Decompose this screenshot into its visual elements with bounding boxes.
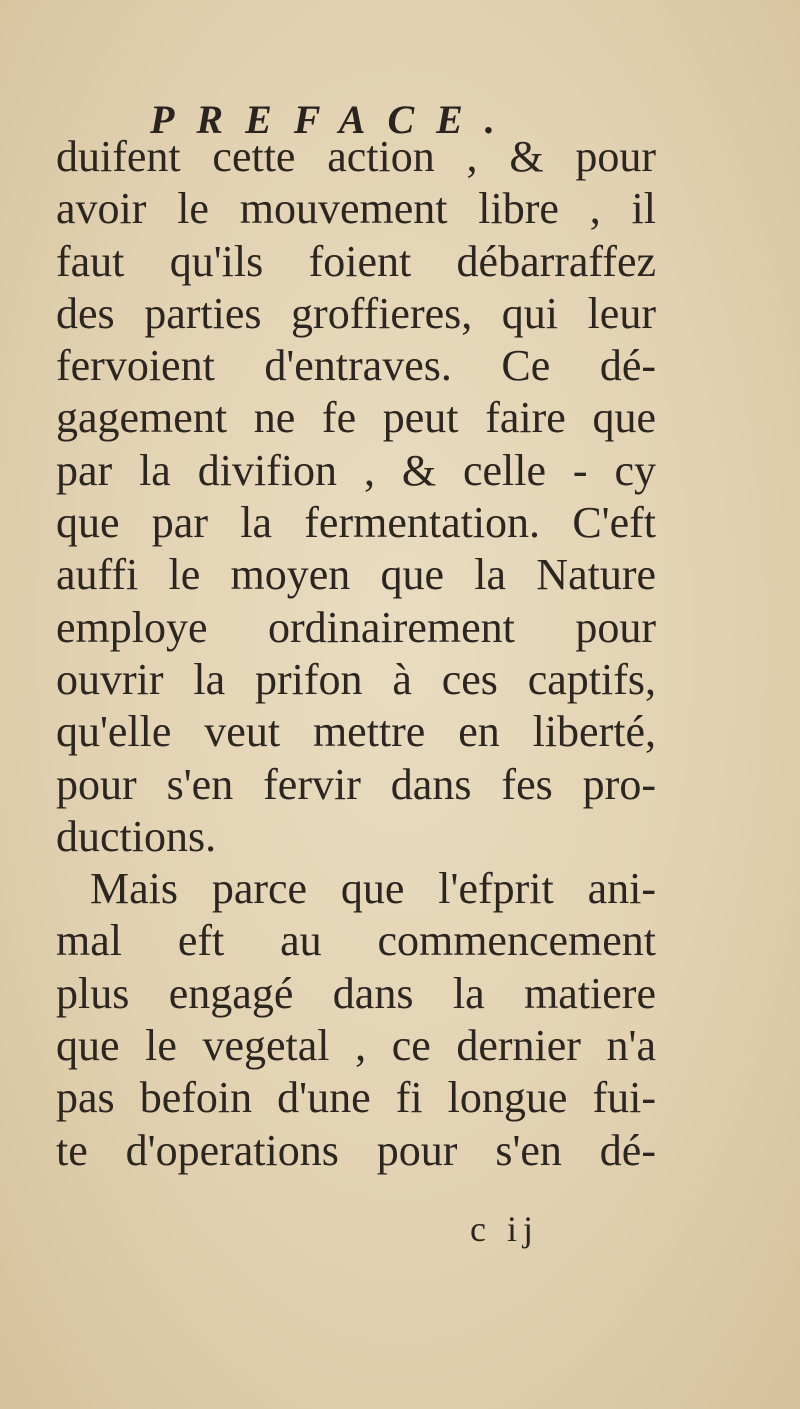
text-line: faut qu'ils foient débarraffez	[56, 236, 656, 286]
running-header: PREFACE.	[150, 97, 517, 142]
text-line: des parties groffieres, qui leur	[56, 288, 656, 338]
text-line: fervoient d'entraves. Ce dé-	[56, 341, 656, 391]
text-line: duifent cette action , & pour	[56, 132, 656, 181]
text-line: employe ordinairement pour	[56, 602, 656, 652]
text-line: qu'elle veut mettre en liberté,	[56, 707, 656, 757]
text-line: ductions.	[56, 811, 217, 861]
text-line: mal eft au commencement	[56, 916, 656, 966]
body-text	[56, 131, 656, 1177]
text-line: pas befoin d'une fi longue fui-	[56, 1073, 656, 1123]
text-line: gagement ne fe peut faire que	[56, 393, 656, 443]
text-line: pour s'en fervir dans fes pro-	[56, 759, 656, 809]
text-line: que le vegetal , ce dernier n'a	[56, 1021, 656, 1071]
text-line: auffi le moyen que la Nature	[56, 550, 656, 600]
text-line: ouvrir la prifon à ces captifs,	[56, 654, 656, 704]
text-line: Mais parce que l'efprit ani-	[90, 864, 656, 914]
text-line: avoir le mouvement libre , il	[56, 184, 656, 234]
text-line: que par la fermentation. C'eft	[56, 498, 656, 548]
text-line: te d'operations pour s'en dé-	[56, 1125, 656, 1175]
signature-mark: c ij	[470, 1209, 539, 1249]
text-line: plus engagé dans la matiere	[56, 968, 656, 1018]
text-line: par la divifion , & celle - cy	[56, 445, 656, 495]
